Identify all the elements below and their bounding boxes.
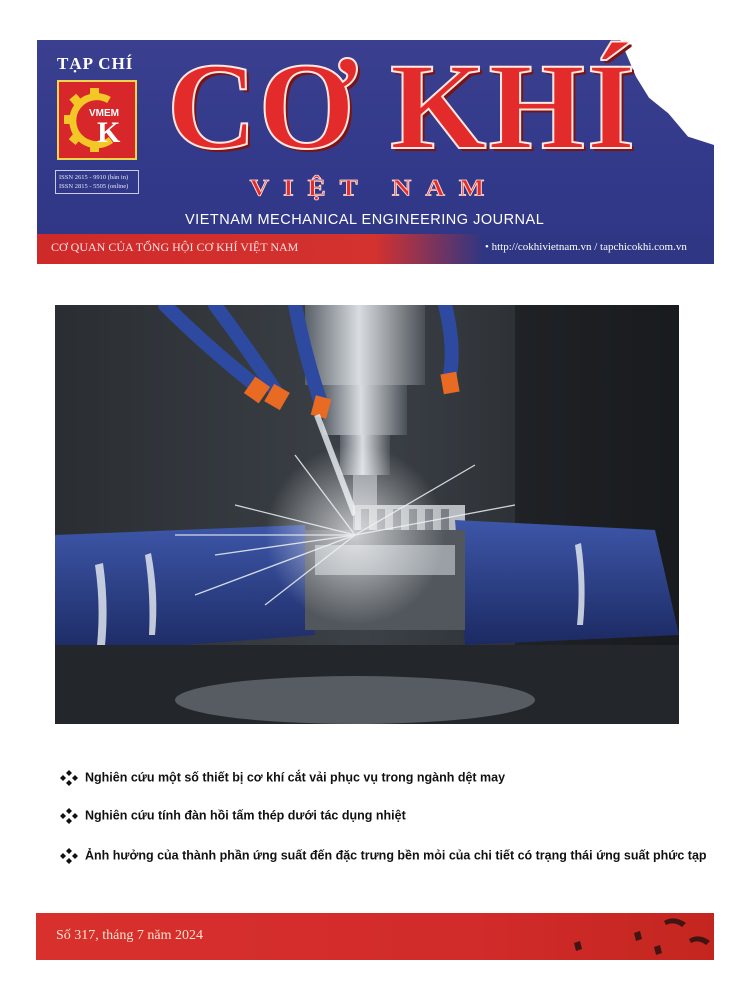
article-title: Nghiên cứu một số thiết bị cơ khí cắt vải phục vụ trong ngành dệt may [85, 770, 506, 785]
article-title: Ảnh hưởng của thành phần ứng suất đến đặc trưng bền mỏi của chi tiết có trạng thái ứng suất phức tạp [85, 848, 707, 863]
diamond-bullet-icon [59, 848, 79, 864]
list-item [59, 770, 505, 786]
logo-text: VMEM [89, 108, 119, 119]
issue-number: Số 317, tháng 7 năm 2024 [56, 928, 203, 943]
article-title: Nghiên cứu tính đàn hồi tấm thép dưới tác dụng nhiệt [85, 808, 406, 823]
issn-print: ISSN 2615 - 9910 (bản in) [59, 174, 129, 181]
organization-line: CƠ QUAN CỦA TỔNG HỘI CƠ KHÍ VIỆT NAM [51, 240, 299, 254]
masthead [37, 40, 714, 264]
issn-online: ISSN 2815 - 5505 (online) [59, 183, 129, 190]
diamond-bullet-icon [59, 770, 79, 786]
footer-bar [36, 913, 714, 960]
logo-letter: K [97, 116, 121, 149]
cover-photo [55, 305, 679, 724]
journal-subtitle: VIỆT NAM [249, 175, 499, 201]
journal-title: CƠ KHÍ [167, 40, 638, 175]
cnc-milling-illustration [55, 305, 679, 724]
footer-decoration [514, 913, 714, 960]
english-title: VIETNAM MECHANICAL ENGINEERING JOURNAL [185, 212, 545, 228]
list-item [59, 848, 707, 864]
website-links: • http://cokhivietnam.vn / tapchicokhi.com.vn [485, 241, 687, 253]
issn-box [55, 170, 139, 194]
diamond-bullet-icon [59, 808, 79, 824]
list-item [59, 808, 406, 824]
vmem-logo [57, 80, 137, 160]
masthead-bottom-bar [37, 234, 714, 264]
masthead-kicker: TẠP CHÍ [57, 54, 134, 73]
